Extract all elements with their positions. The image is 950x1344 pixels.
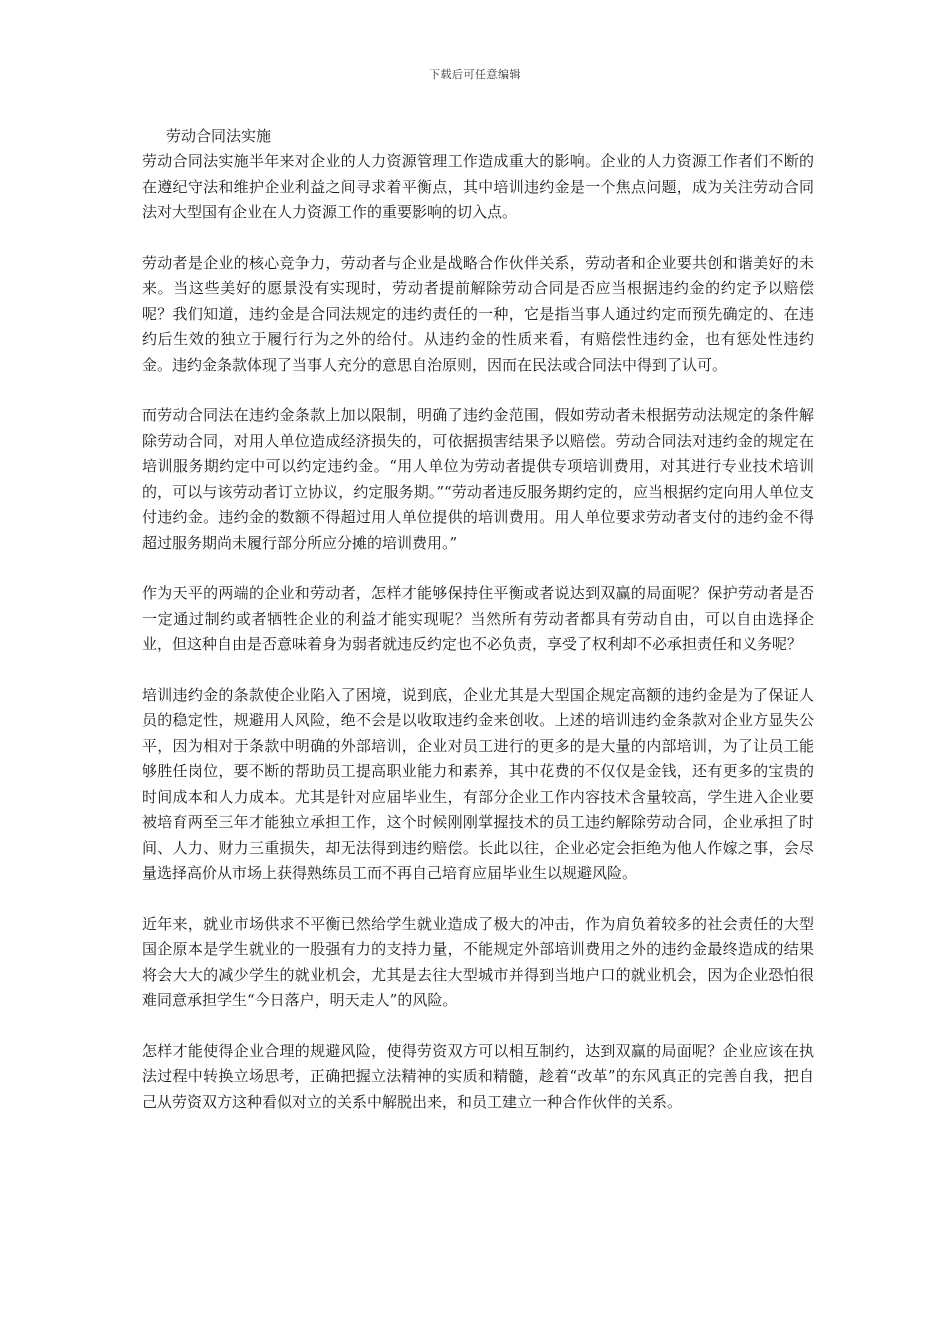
paragraph-4: 作为天平的两端的企业和劳动者，怎样才能够保持住平衡或者说达到双赢的局面呢？保护劳动者是否一定通过制约或者牺牲企业的利益才能实现呢？当然所有劳动者都具有劳动自由，可以自由选择企业，但这种自由是否意味着身为弱者就违反约定也不必负责，享受了权利却不必承担责任和义务呢？ — [142, 584, 814, 653]
paragraph-6: 近年来，就业市场供求不平衡已然给学生就业造成了极大的冲击，作为肩负着较多的社会责任的大型国企原本是学生就业的一股强有力的支持力量，不能规定外部培训费用之外的违约金最终造成的结果将会大大的减少学生的就业机会，尤其是去往大型城市并得到当地户口的就业机会，因为企业恐怕很难同意承担学生“今日落户，明天走人”的风险。 — [142, 914, 814, 1009]
document-body — [142, 124, 814, 1140]
paragraph-7: 怎样才能使得企业合理的规避风险，使得劳资双方可以相互制约，达到双赢的局面呢？企业应该在执法过程中转换立场思考，正确把握立法精神的实质和精髓，趁着“改革”的东风真正的完善自我，把自己从劳资双方这种看似对立的关系中解脱出来，和员工建立一种合作伙伴的关系。 — [142, 1041, 814, 1111]
page-header-note: 下载后可任意编辑 — [429, 68, 521, 81]
paragraph-3: 而劳动合同法在违约金条款上加以限制，明确了违约金范围，假如劳动者未根据劳动法规定的条件解除劳动合同，对用人单位造成经济损失的，可依据损害结果予以赔偿。劳动合同法对违约金的规定在培训服务期约定中可以约定违约金。“用人单位为劳动者提供专项培训费用，对其进行专业技术培训的，可以与该劳动者订立协议，约定服务期。”“劳动者违反服务期约定的，应当根据约定向用人单位支付违约金。违约金的数额不得超过用人单位提供的培训费用。用人单位要求劳动者支付的违约金不得超过服务期尚未履行部分所应分摊的培训费用。” — [142, 406, 814, 552]
document-title: 劳动合同法实施 — [166, 127, 272, 145]
paragraph-5: 培训违约金的条款使企业陷入了困境，说到底，企业尤其是大型国企规定高额的违约金是为了保证人员的稳定性，规避用人风险，绝不会是以收取违约金来创收。上述的培训违约金条款对企业方显失公平，因为相对于条款中明确的外部培训，企业对员工进行的更多的是大量的内部培训，为了让员工能够胜任岗位，要不断的帮助员工提高职业能力和素养，其中花费的不仅仅是金钱，还有更多的宝贵的时间成本和人力成本。尤其是针对应届毕业生，有部分企业工作内容技术含量较高，学生进入企业要被培育两至三年才能独立承担工作，这个时候刚刚掌握技术的员工违约解除劳动合同，企业承担了时间、人力、财力三重损失，却无法得到违约赔偿。长此以往，企业必定会拒绝为他人作嫁之事，会尽量选择高价从市场上获得熟练员工而不再自己培育应届毕业生以规避风险。 — [142, 685, 814, 882]
paragraph-2: 劳动者是企业的核心竞争力，劳动者与企业是战略合作伙伴关系，劳动者和企业要共创和谐美好的未来。当这些美好的愿景没有实现时，劳动者提前解除劳动合同是否应当根据违约金的约定予以赔偿呢？我们知道，违约金是合同法规定的违约责任的一种，它是指当事人通过约定而预先确定的、在违约后生效的独立于履行行为之外的给付。从违约金的性质来看，有赔偿性违约金，也有惩处性违约金。违约金条款体现了当事人充分的意思自治原则，因而在民法或合同法中得到了认可。 — [142, 253, 814, 374]
paragraph-1: 劳动合同法实施半年来对企业的人力资源管理工作造成重大的影响。企业的人力资源工作者们不断的在遵纪守法和维护企业利益之间寻求着平衡点，其中培训违约金是一个焦点问题，成为关注劳动合同法对大型国有企业在人力资源工作的重要影响的切入点。 — [142, 152, 814, 221]
